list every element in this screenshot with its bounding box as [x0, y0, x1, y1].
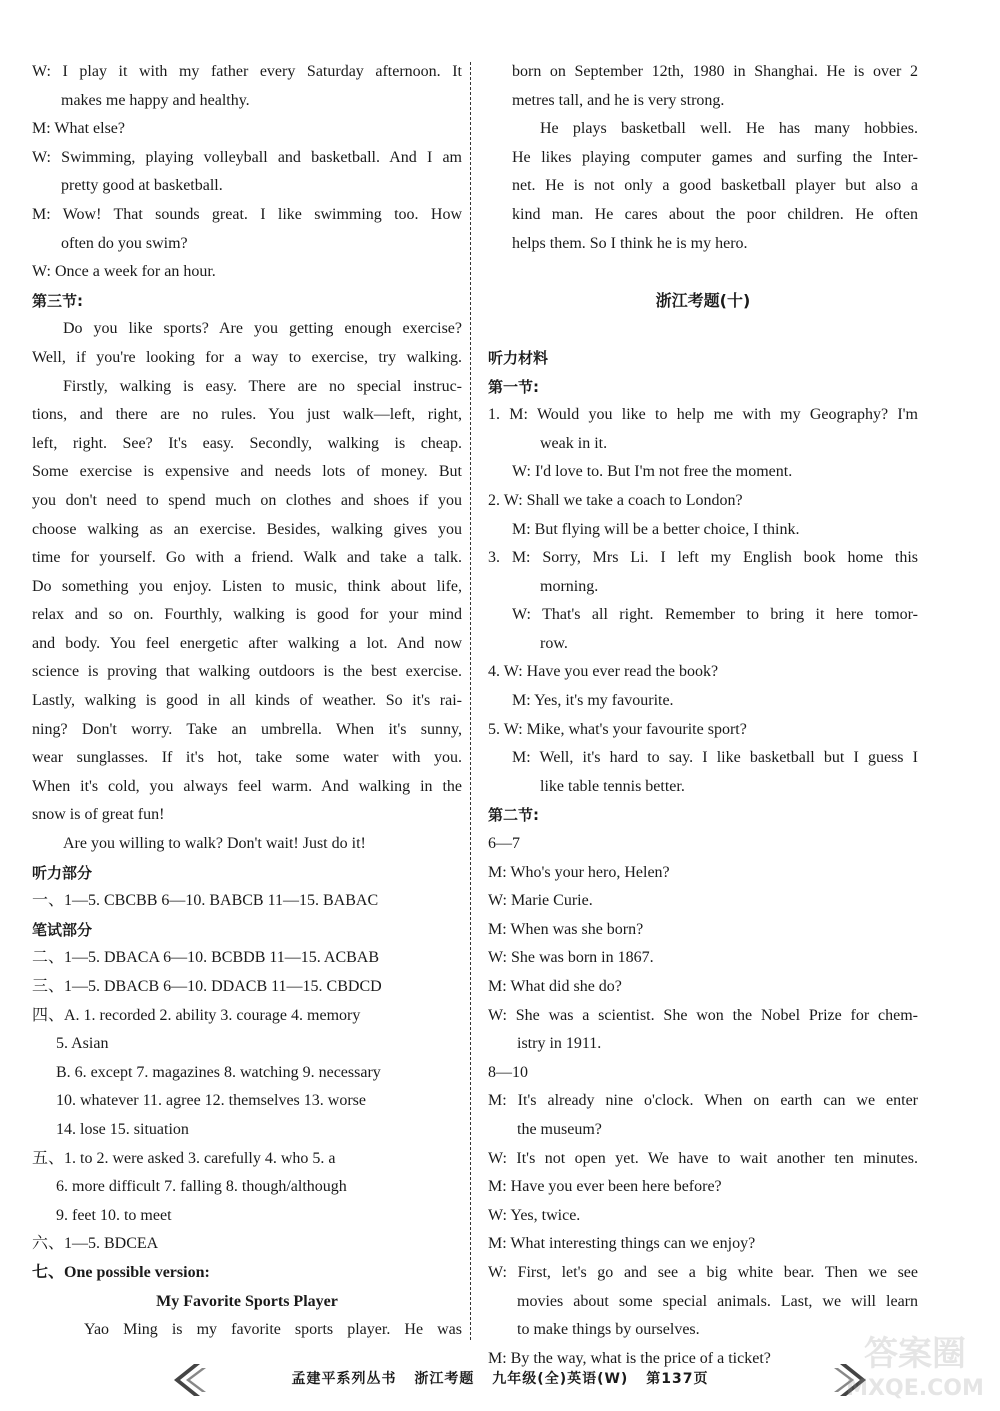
watermark-url: MXQE.COM [846, 1376, 984, 1401]
left-column-line: 14. lose 15. situation [56, 1120, 189, 1138]
right-column-line: 第一节: [488, 377, 539, 396]
left-column-line: 四、A. 1. recorded 2. ability 3. courage 4. memory [32, 1006, 361, 1024]
left-column-line: choose walking as an exercise. Besides, walking gives you [32, 520, 462, 538]
footer-page-number: 第137页 [646, 1371, 709, 1387]
left-column-line: Do something you enjoy. Listen to music, think about life, [32, 577, 462, 595]
right-column-line: M: By the way, what is the price of a ticket? [488, 1349, 771, 1367]
left-column-line: M: What else? [32, 120, 126, 138]
left-column-line: Well, if you're looking for a way to exercise, try walking. [32, 348, 462, 366]
left-column-line: Some exercise is expensive and needs lots of money. But [32, 463, 462, 481]
right-column-line: kind man. He cares about the poor children. He often [512, 205, 918, 223]
left-column-line: 七、One possible version: [32, 1263, 210, 1281]
right-column-line [488, 315, 918, 344]
left-column-line: When it's cold, you always feel warm. And walking in the [32, 777, 462, 795]
footer-grade: 九年级(全)英语(W) [492, 1371, 629, 1387]
left-column-line: and body. You feel energetic after walking a lot. And now [32, 634, 462, 652]
right-column-line: M: What did she do? [488, 978, 622, 995]
left-column-line: wear sunglasses. If it's hot, take some water with you. [32, 749, 462, 767]
left-column-line: ning? Don't worry. Take an umbrella. When it's sunny, [32, 720, 462, 738]
right-column-line: 第二节: [488, 806, 539, 825]
right-column-line: born on September 12th, 1980 in Shanghai. He is over 2 [512, 63, 918, 80]
right-column-line: 2. W: Shall we take a coach to London? [488, 491, 743, 509]
right-column-line: 听力材料 [488, 348, 549, 367]
left-column-line: 第三节: [32, 291, 83, 310]
left-column-line: 一、1—5. CBCBB 6—10. BABCB 11—15. BABAC [32, 892, 379, 910]
left-column-line: 5. Asian [56, 1035, 109, 1053]
right-column-line: W: I'd love to. But I'm not free the moment. [512, 463, 793, 481]
left-column-line: W: Once a week for an hour. [32, 263, 216, 281]
right-column-line: W: First, let's go and see a big white bear. Then we see [488, 1263, 918, 1281]
left-column-line: W: Swimming, playing volleyball and basketball. And I am [32, 148, 462, 166]
left-column-line: 三、1—5. DBACB 6—10. DDACB 11—15. CBDCD [32, 978, 382, 995]
right-column-line: to make things by ourselves. [517, 1321, 700, 1339]
right-column-line: movies about some special animals. Last, we will learn [517, 1292, 918, 1310]
right-column-line: the museum? [517, 1120, 602, 1138]
right-column-line: W: She was a scientist. She won the Nobel Prize for chem- [488, 1006, 918, 1024]
right-column-line: 5. W: Mike, what's your favourite sport? [488, 720, 747, 738]
right-column-line: istry in 1911. [517, 1035, 602, 1053]
left-column-line: snow is of great fun! [32, 806, 165, 824]
left-column-line: time for yourself. Go with a friend. Walk and take a talk. [32, 549, 462, 567]
right-column-line: metres tall, and he is very strong. [512, 91, 725, 109]
right-column-line: W: Marie Curie. [488, 892, 593, 910]
left-column-line: M: Wow! That sounds great. I like swimming too. How [32, 205, 462, 223]
right-column-line: M: What interesting things can we enjoy? [488, 1235, 756, 1253]
left-column-line: Yao Ming is my favorite sports player. He was [84, 1321, 462, 1339]
watermark [840, 1323, 990, 1403]
right-column-line [488, 258, 918, 287]
right-column-line: morning. [540, 577, 599, 595]
right-column-line: row. [540, 634, 568, 652]
left-column-line: makes me happy and healthy. [61, 91, 250, 109]
left-column-line: 10. whatever 11. agree 12. themselves 13. worse [56, 1092, 366, 1110]
left-column-line: Do you like sports? Are you getting enough exercise? [63, 320, 462, 338]
right-column-line: 3. M: Sorry, Mrs Li. I left my English book home this [488, 549, 918, 567]
right-column-line: M: Yes, it's my favourite. [512, 692, 674, 710]
right-column-line: M: Have you ever been here before? [488, 1178, 722, 1196]
right-column-line: 8—10 [488, 1063, 528, 1081]
left-column-line: science is proving that walking outdoors is the best exercise. [32, 663, 462, 681]
left-column-line: tions, and there are no rules. You just walk—left, right, [32, 406, 462, 424]
right-column-line: He likes playing computer games and surfing the Inter- [512, 148, 918, 166]
right-column-line: M: But flying will be a better choice, I think. [512, 520, 800, 538]
left-column-line: My Favorite Sports Player [156, 1292, 338, 1310]
column-divider [470, 62, 471, 1340]
left-column [32, 58, 462, 1345]
footer-series: 孟建平系列丛书 [291, 1371, 397, 1387]
watermark-logo [840, 1323, 990, 1403]
right-column-line: helps them. So I think he is my hero. [512, 234, 748, 252]
right-column-line: weak in it. [540, 434, 608, 452]
left-column-line: 听力部分 [32, 863, 93, 882]
right-column-line: W: That's all right. Remember to bring it here tomor- [512, 606, 918, 624]
left-column-line: often do you swim? [61, 234, 188, 252]
right-column [488, 58, 918, 1373]
right-column-line: W: She was born in 1867. [488, 949, 654, 967]
left-column-line: 二、1—5. DBACA 6—10. BCBDB 11—15. ACBAB [32, 949, 380, 967]
left-column-line: Are you willing to walk? Don't wait! Just do it! [63, 835, 366, 853]
left-column-line: relax and so on. Fourthly, walking is good for your mind [32, 606, 462, 624]
left-column-line: 笔试部分 [32, 920, 93, 939]
right-column-line: 浙江考题(十) [655, 290, 751, 310]
left-column-line: B. 6. except 7. magazines 8. watching 9. necessary [56, 1063, 381, 1081]
right-column-line: M: When was she born? [488, 920, 644, 938]
left-column-line: left, right. See? It's easy. Secondly, walking is cheap. [32, 434, 462, 452]
right-column-line: M: It's already nine o'clock. When on earth can we enter [488, 1092, 918, 1110]
left-column-line: W: I play it with my father every Saturday afternoon. It [32, 63, 462, 80]
right-column-line: M: Well, it's hard to say. I like basketball but I guess I [512, 749, 918, 767]
right-column-line: M: Who's your hero, Helen? [488, 863, 670, 881]
left-column-line: Firstly, walking is easy. There are no special instruc- [63, 377, 462, 395]
right-column-line: net. He is not only a good basketball player but also a [512, 177, 918, 195]
right-column-line: 6—7 [488, 835, 520, 853]
right-column-line: 1. M: Would you like to help me with my Geography? I'm [488, 406, 918, 424]
left-column-line: Lastly, walking is good in all kinds of weather. So it's rai- [32, 692, 462, 710]
right-column-line: 4. W: Have you ever read the book? [488, 663, 719, 681]
left-column-line: you don't need to spend much on clothes and shoes if you [32, 491, 462, 509]
right-column-line: W: It's not open yet. We have to wait another ten minutes. [488, 1149, 918, 1167]
left-column-line: pretty good at basketball. [61, 177, 223, 195]
watermark-chars: 答案圈 [864, 1334, 966, 1374]
left-column-line: 五、1. to 2. were asked 3. carefully 4. who 5. a [32, 1149, 336, 1167]
left-column-line: 6. more difficult 7. falling 8. though/although [56, 1178, 347, 1196]
left-column-line: 9. feet 10. to meet [56, 1206, 172, 1224]
right-column-line: like table tennis better. [540, 777, 685, 795]
footer-book: 浙江考题 [414, 1371, 475, 1387]
right-column-line: He plays basketball well. He has many hobbies. [540, 120, 918, 138]
right-column-line: W: Yes, twice. [488, 1206, 581, 1224]
left-column-line: 六、1—5. BDCEA [32, 1235, 159, 1253]
